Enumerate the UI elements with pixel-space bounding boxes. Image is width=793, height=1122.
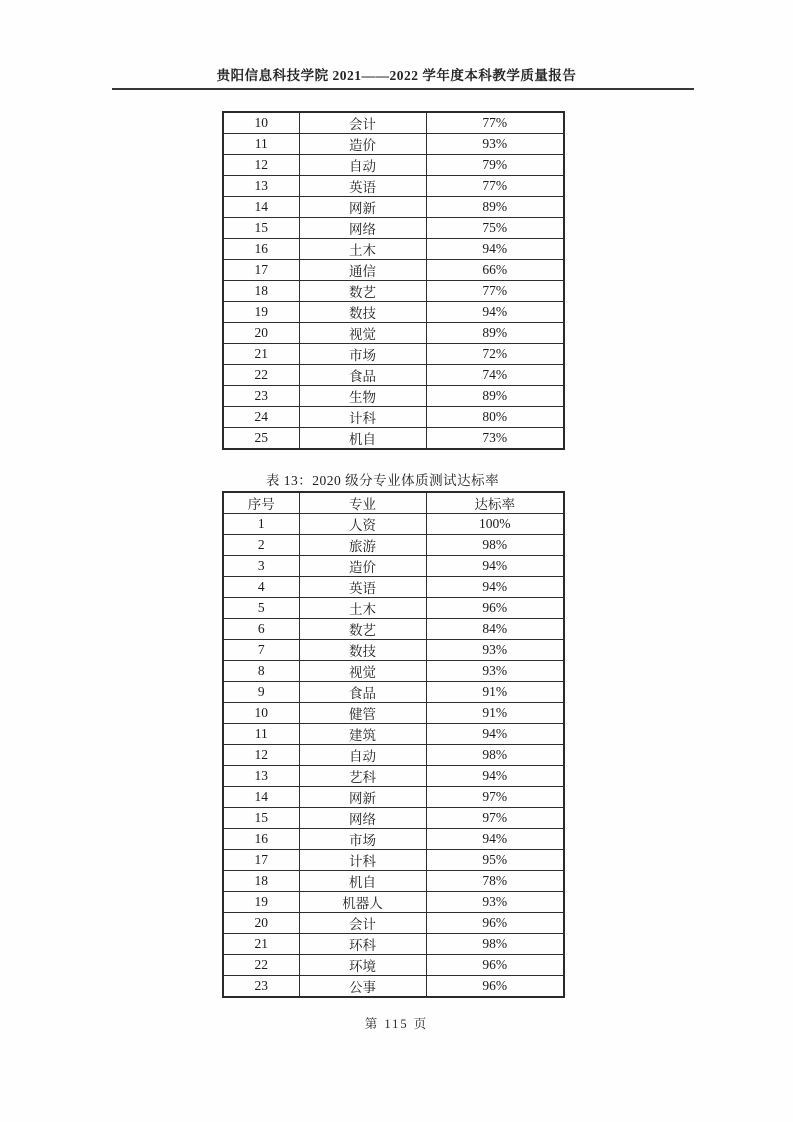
table-row [223,197,564,218]
continued-table-rows-10-25 [222,111,565,450]
table-cell: 6 [223,619,299,640]
table-row [223,976,564,998]
table-row [223,682,564,703]
table-cell: 市场 [299,344,426,365]
table-cell: 21 [223,934,299,955]
table-cell: 网新 [299,787,426,808]
table-cell: 94% [426,766,564,787]
table-cell: 旅游 [299,535,426,556]
table-row [223,640,564,661]
table-row [223,850,564,871]
table-cell: 94% [426,577,564,598]
table-row [223,302,564,323]
table-cell: 视觉 [299,323,426,344]
table-cell: 19 [223,302,299,323]
table-cell: 造价 [299,134,426,155]
table-cell: 3 [223,556,299,577]
table-row [223,661,564,682]
table-cell: 94% [426,302,564,323]
table-cell: 7 [223,640,299,661]
table-cell: 22 [223,365,299,386]
table-cell: 计科 [299,850,426,871]
table-cell: 机自 [299,871,426,892]
table-row [223,365,564,386]
table-cell: 计科 [299,407,426,428]
table-cell: 91% [426,703,564,724]
table-cell: 9 [223,682,299,703]
table-cell: 11 [223,724,299,745]
table-row [223,134,564,155]
table-cell: 数艺 [299,281,426,302]
table-cell: 英语 [299,176,426,197]
table-cell: 18 [223,871,299,892]
table-cell: 77% [426,112,564,134]
table-cell: 80% [426,407,564,428]
page-header-title: 贵阳信息科技学院 2021——2022 学年度本科教学质量报告 [216,68,577,83]
table-row [223,598,564,619]
table-cell: 14 [223,787,299,808]
table-cell: 97% [426,787,564,808]
table-row [223,112,564,134]
table-row [223,556,564,577]
table-row [223,514,564,535]
table-cell: 生物 [299,386,426,407]
table-cell: 网新 [299,197,426,218]
table-cell: 视觉 [299,661,426,682]
table-cell: 100% [426,514,564,535]
table-cell: 94% [426,724,564,745]
table-cell: 97% [426,808,564,829]
table-row [223,344,564,365]
table-cell: 93% [426,661,564,682]
table-cell: 20 [223,913,299,934]
table-cell: 会计 [299,913,426,934]
table-cell: 78% [426,871,564,892]
table-cell: 21 [223,344,299,365]
table-cell: 13 [223,176,299,197]
table13-caption: 表 13：2020 级分专业体质测试达标率 [265,473,500,488]
table-cell: 98% [426,535,564,556]
table-cell: 23 [223,976,299,998]
table-cell: 12 [223,745,299,766]
table-row [223,619,564,640]
table-cell: 89% [426,386,564,407]
table-cell: 食品 [299,365,426,386]
table-cell: 19 [223,892,299,913]
table-cell: 94% [426,556,564,577]
table-cell: 93% [426,134,564,155]
table-13-body [223,514,564,998]
table-row [223,871,564,892]
table-row [223,955,564,976]
table-cell: 74% [426,365,564,386]
header-rule [112,88,694,90]
table-row [223,829,564,850]
table-cell: 土木 [299,239,426,260]
table-cell: 89% [426,197,564,218]
table-cell: 环科 [299,934,426,955]
table-cell: 98% [426,934,564,955]
table-cell: 96% [426,913,564,934]
continued-table-body [223,112,564,449]
table-row [223,808,564,829]
table-cell: 网络 [299,808,426,829]
table-cell: 96% [426,598,564,619]
table-cell: 网络 [299,218,426,239]
table-cell: 建筑 [299,724,426,745]
table-cell: 数艺 [299,619,426,640]
column-header-pass-rate: 达标率 [426,492,564,514]
table-cell: 5 [223,598,299,619]
table-cell: 23 [223,386,299,407]
table-cell: 17 [223,850,299,871]
table-cell: 10 [223,112,299,134]
table-cell: 66% [426,260,564,281]
table-row [223,407,564,428]
table-row [223,155,564,176]
table-row [223,239,564,260]
table-cell: 79% [426,155,564,176]
table-cell: 94% [426,829,564,850]
table-cell: 16 [223,829,299,850]
table-cell: 17 [223,260,299,281]
table-row [223,281,564,302]
table-cell: 95% [426,850,564,871]
page-number: 第 115 页 [364,1017,429,1031]
table-row [223,913,564,934]
table-cell: 机器人 [299,892,426,913]
table-cell: 12 [223,155,299,176]
table-cell: 18 [223,281,299,302]
table-cell: 14 [223,197,299,218]
table-cell: 75% [426,218,564,239]
table-cell: 15 [223,808,299,829]
table-cell: 自动 [299,745,426,766]
table-cell: 22 [223,955,299,976]
table-cell: 20 [223,323,299,344]
table-cell: 英语 [299,577,426,598]
table-row [223,577,564,598]
table-cell: 84% [426,619,564,640]
table-cell: 77% [426,281,564,302]
table-cell: 13 [223,766,299,787]
table-cell: 72% [426,344,564,365]
table-cell: 公事 [299,976,426,998]
table-row [223,787,564,808]
table-cell: 10 [223,703,299,724]
table-cell: 77% [426,176,564,197]
table-cell: 73% [426,428,564,450]
table-cell: 96% [426,976,564,998]
table-13-fitness-pass-rate [222,491,565,998]
table-row [223,428,564,450]
table-cell: 土木 [299,598,426,619]
table-row [223,892,564,913]
table-cell: 11 [223,134,299,155]
table-cell: 通信 [299,260,426,281]
table-row [223,724,564,745]
table-cell: 人资 [299,514,426,535]
table-cell: 数技 [299,302,426,323]
table-cell: 艺科 [299,766,426,787]
table-cell: 自动 [299,155,426,176]
table-cell: 25 [223,428,299,450]
table-cell: 15 [223,218,299,239]
column-header-serial: 序号 [223,492,299,514]
table-cell: 环境 [299,955,426,976]
table-cell: 造价 [299,556,426,577]
table-cell: 91% [426,682,564,703]
table-cell: 会计 [299,112,426,134]
table-row [223,386,564,407]
table-row [223,766,564,787]
table-row [223,934,564,955]
table-cell: 4 [223,577,299,598]
table-row [223,218,564,239]
table-row [223,323,564,344]
table-cell: 98% [426,745,564,766]
table-cell: 2 [223,535,299,556]
column-header-major: 专业 [299,492,426,514]
table-row [223,745,564,766]
table-cell: 94% [426,239,564,260]
table-header-row [223,492,564,514]
table-row [223,703,564,724]
table-row [223,260,564,281]
table-row [223,535,564,556]
table-cell: 93% [426,892,564,913]
table-row [223,176,564,197]
table-cell: 93% [426,640,564,661]
table-cell: 96% [426,955,564,976]
table-cell: 16 [223,239,299,260]
table-cell: 1 [223,514,299,535]
table-cell: 89% [426,323,564,344]
table-cell: 8 [223,661,299,682]
table-cell: 24 [223,407,299,428]
table-cell: 健管 [299,703,426,724]
table-cell: 市场 [299,829,426,850]
table-cell: 数技 [299,640,426,661]
table-cell: 食品 [299,682,426,703]
table-cell: 机自 [299,428,426,450]
